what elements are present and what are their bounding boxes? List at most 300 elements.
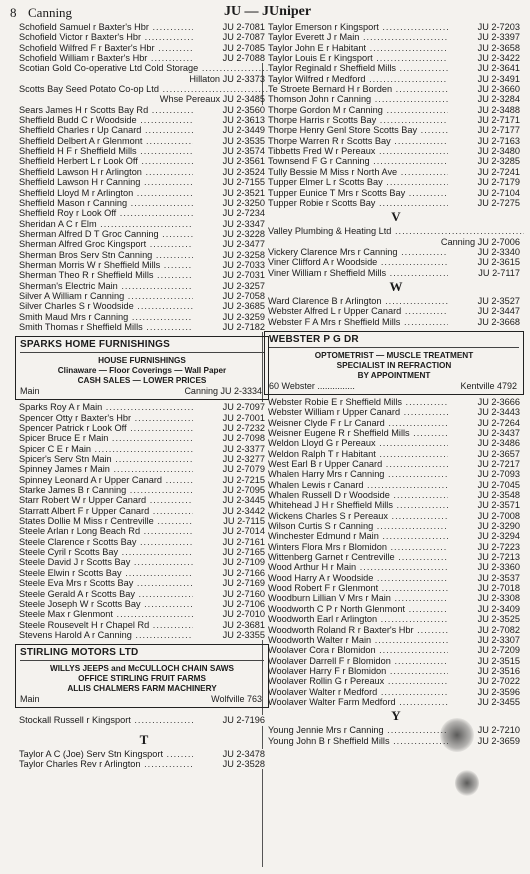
listing-phone: JU 2-3615 <box>448 257 520 267</box>
listing-row <box>268 531 524 541</box>
listing-row <box>19 547 269 557</box>
section-letter: Y <box>391 708 401 724</box>
listing-name: Wood Harry A r Woodside ..... <box>268 573 450 583</box>
listing-phone: JU 2-3477 <box>193 239 265 249</box>
ad-phone: Canning JU 2-3334 <box>184 386 262 397</box>
listing-phone: JU 2-7085 <box>193 43 265 53</box>
exchange-title: JU — JUniper <box>223 4 312 19</box>
listing-phone: JU 2-3660 <box>448 84 520 94</box>
listing-row <box>268 449 524 459</box>
listing-name: Webster Robie E r Sheffield Mills ..... <box>268 397 450 407</box>
listing-phone: JU 2-3290 <box>448 521 520 531</box>
listing-phone: JU 2-3308 <box>448 593 520 603</box>
listing-row <box>19 609 269 619</box>
listing-name: Steele Elwin r Scotts Bay ..... <box>19 568 195 578</box>
listing-row <box>19 506 269 516</box>
listing-phone: JU 2-7018 <box>448 583 520 593</box>
ad-line: OPTOMETRIST — MUSCLE TREATMENT <box>314 350 474 360</box>
listing-name: Tupper Eunice T Mrs r Scotts Bay ..... <box>268 188 450 198</box>
listing-name: Thomson John r Canning ..... <box>268 94 450 104</box>
listing-row <box>268 198 524 208</box>
listing-name: Sparks Roy A r Main ..... <box>19 402 195 412</box>
listing-row <box>268 552 524 562</box>
listing-phone: JU 2-3455 <box>448 697 520 707</box>
listing-name: Sheffield Delbert A r Glenmont ..... <box>19 136 195 146</box>
listing-name: Woodburn Lillian V Mrs r Main ..... <box>268 593 450 603</box>
listing-name: Starratt Albert F r Upper Canard ..... <box>19 506 195 516</box>
listing-name: Spinney Leonard A r Upper Canard ..... <box>19 475 195 485</box>
listing-name: Wickens Charles S r Pereaux ..... <box>268 511 450 521</box>
listing-row <box>19 74 269 84</box>
listing-phone: JU 2-7241 <box>448 167 520 177</box>
listing-phone: JU 2-7166 <box>193 568 265 578</box>
listing-phone: JU 2-7008 <box>448 511 520 521</box>
listing-phone: JU 2-7014 <box>193 526 265 536</box>
listing-phone: JU 2-3257 <box>193 281 265 291</box>
listing-row <box>19 250 269 260</box>
listing-row <box>19 32 269 42</box>
listing-name: Starr Robert W r Upper Canard ..... <box>19 495 195 505</box>
listing-group <box>268 237 524 247</box>
listing-name: Te Stroete Bernard H r Borden ..... <box>268 84 450 94</box>
listing-row <box>19 22 269 32</box>
listing-name: Vickery Clarence Mrs r Canning ..... <box>268 247 450 257</box>
listing-phone: JU 2-7001 <box>193 413 265 423</box>
listing-phone: JU 2-7155 <box>193 177 265 187</box>
listing-phone: JU 2-7088 <box>193 53 265 63</box>
listing-phone: JU 2-3307 <box>448 635 520 645</box>
listing-row <box>19 43 269 53</box>
listing-name: Spencer Otty r Baxter's Hbr ..... <box>19 413 195 423</box>
listing-name: Taylor Reginald r Sheffield Mills ..... <box>268 63 450 73</box>
listing-name: Valley Plumbing & Heating Ltd ..... <box>268 226 524 236</box>
listing-row <box>268 428 524 438</box>
listing-name: Winchester Edmund r Main ..... <box>268 531 450 541</box>
listing-row <box>268 188 524 198</box>
ad-line: BY APPOINTMENT <box>357 370 431 380</box>
listing-name: Spicer Bruce E r Main ..... <box>19 433 195 443</box>
listing-phone: JU 2-3294 <box>448 531 520 541</box>
listing-name: Taylor Charles Rev r Arlington ..... <box>19 759 195 769</box>
listing-phone: JU 2-7115 <box>193 516 265 526</box>
listing-phone: JU 2-3422 <box>448 53 520 63</box>
display-ad <box>264 331 524 395</box>
listing-row <box>19 516 269 526</box>
listing-name: Sheffield Lloyd M r Arlington ..... <box>19 188 195 198</box>
listing-row <box>268 74 524 84</box>
listing-phone: JU 2-3340 <box>448 247 520 257</box>
listing-phone: JU 2-7058 <box>193 291 265 301</box>
listing-name: States Dollie M Miss r Centreville ..... <box>19 516 195 526</box>
listing-row <box>268 167 524 177</box>
listing-phone: JU 2-7098 <box>193 433 265 443</box>
listing-row <box>268 666 524 676</box>
listing-row <box>19 167 269 177</box>
listing-name: Sheffield Charles r Up Canard ..... <box>19 125 195 135</box>
listing-row <box>268 43 524 53</box>
listing-row <box>268 511 524 521</box>
listing-name: Whitehead J H r Sheffield Mills ..... <box>268 500 450 510</box>
listing-phone: JU 2-7104 <box>448 188 520 198</box>
listing-phone: JU 2-7177 <box>448 125 520 135</box>
listing-phone: JU 2-3560 <box>193 105 265 115</box>
listing-phone: JU 2-7109 <box>193 557 265 567</box>
listing-row <box>268 469 524 479</box>
ad-rule <box>20 352 264 353</box>
listing-row <box>268 645 524 655</box>
listing-row <box>268 156 524 166</box>
listing-name: Scotts Bay Seed Potato Co-op Ltd ..... <box>19 84 269 94</box>
listing-phone: JU 2-3397 <box>448 32 520 42</box>
listing-name: Spinney James r Main ..... <box>19 464 195 474</box>
listing-row <box>19 198 269 208</box>
listing-name: Winters Flora Mrs r Blomidon ..... <box>268 542 450 552</box>
listing-row <box>268 146 524 156</box>
listing-name: Sherman Alfred D T Groc Canning ..... <box>19 229 195 239</box>
listing-row <box>19 312 269 322</box>
listing-row <box>19 759 269 769</box>
section-letter: T <box>139 731 149 747</box>
listing-name: Tupper Elmer L r Scotts Bay ..... <box>268 177 450 187</box>
listing-row <box>19 291 269 301</box>
listing-name: Whalen Lewis r Canard ..... <box>268 480 450 490</box>
listing-row <box>268 63 524 73</box>
ad-line: WILLYS JEEPS and McCULLOCH CHAIN SAWS <box>50 664 234 674</box>
listing-phone: JU 2-3284 <box>448 94 520 104</box>
listing-phone: JU 2-3347 <box>193 219 265 229</box>
listing-row <box>19 413 269 423</box>
listing-phone: JU 2-7033 <box>193 260 265 270</box>
listing-row <box>268 521 524 531</box>
ad-phone: Kentville 4792 <box>460 380 517 391</box>
listing-name: Weisner Clyde F r Lr Canard ..... <box>268 418 450 428</box>
listing-row <box>268 407 524 417</box>
listing-phone: JU 2-3525 <box>448 614 520 624</box>
listing-phone: JU 2-7232 <box>193 423 265 433</box>
listing-name: Steele Arlan r Long Beach Rd ..... <box>19 526 195 536</box>
listing-phone: JU 2-7217 <box>448 459 520 469</box>
section-letter: V <box>391 209 401 225</box>
listing-row <box>268 226 524 236</box>
listing-name: Sheffield H F r Sheffield Mills ..... <box>19 146 195 156</box>
listing-name: Steele Joseph W r Scotts Bay ..... <box>19 599 195 609</box>
listing-subline: Canning JU 2-7006 <box>440 236 520 247</box>
ad-address: Main <box>20 386 40 397</box>
listing-phone: JU 2-7031 <box>193 270 265 280</box>
listing-name: Tibbetts Fred W r Pereaux ..... <box>268 146 450 156</box>
listing-phone: JU 2-7213 <box>448 552 520 562</box>
listing-phone: JU 2-7203 <box>448 22 520 32</box>
listing-group <box>19 749 269 770</box>
listing-row <box>268 573 524 583</box>
listing-row <box>19 537 269 547</box>
listing-row <box>19 156 269 166</box>
listing-row <box>19 270 269 280</box>
listing-row <box>268 593 524 603</box>
listing-phone: JU 2-3596 <box>448 687 520 697</box>
listing-name: Smith Maud Mrs r Canning ..... <box>19 312 195 322</box>
listing-row <box>19 526 269 536</box>
listing-phone: JU 2-7022 <box>448 676 520 686</box>
listing-phone: JU 2-3360 <box>448 562 520 572</box>
listing-row <box>268 656 524 666</box>
listing-name: Steele Rousevelt H r Chapel Rd ..... <box>19 620 195 630</box>
listing-phone: JU 2-7163 <box>448 136 520 146</box>
listing-row <box>19 423 269 433</box>
left-column <box>19 22 269 769</box>
listing-row <box>268 177 524 187</box>
listing-row <box>268 296 524 306</box>
listing-name: West Earl B r Upper Canard ..... <box>268 459 450 469</box>
listing-name: Spicer's Serv Stn Main ..... <box>19 454 195 464</box>
listing-row <box>268 725 524 735</box>
listing-name: Sheffield Lawson H r Canning ..... <box>19 177 195 187</box>
listing-row <box>268 687 524 697</box>
listing-phone: JU 2-7171 <box>448 115 520 125</box>
listing-phone: JU 2-3657 <box>448 449 520 459</box>
listing-row <box>268 562 524 572</box>
listing-phone: JU 2-3515 <box>448 656 520 666</box>
listing-row <box>19 485 269 495</box>
listing-phone: JU 2-7117 <box>448 268 520 278</box>
listing-name: Taylor Emerson r Kingsport ..... <box>268 22 450 32</box>
ad-contact <box>20 694 264 705</box>
listing-phone: JU 2-7209 <box>448 645 520 655</box>
listing-name: Young Jennie Mrs r Canning ..... <box>268 725 450 735</box>
listing-phone: JU 2-7234 <box>193 208 265 218</box>
listing-name: Woodworth C P r North Glenmont ..... <box>268 604 450 614</box>
listing-row <box>268 115 524 125</box>
listing-row <box>19 322 269 332</box>
listing-name: Woolaver Walter Farm Medford ..... <box>268 697 450 707</box>
listing-row <box>268 583 524 593</box>
listing-row <box>19 620 269 630</box>
listing-row <box>19 495 269 505</box>
listing-name: Sherman Theo R r Sheffield Mills ..... <box>19 270 195 280</box>
listing-row <box>268 237 524 247</box>
listing-row <box>19 599 269 609</box>
listing-name: Taylor Louis E r Kingsport ..... <box>268 53 450 63</box>
listing-phone: JU 2-3641 <box>448 63 520 73</box>
listing-phone: JU 2-7161 <box>193 537 265 547</box>
listing-row <box>19 239 269 249</box>
ad-line: OFFICE STIRLING FRUIT FARMS <box>78 674 206 684</box>
listing-row <box>19 63 269 73</box>
listing-row <box>19 444 269 454</box>
listing-name: Thorpe Gordon M r Canning ..... <box>268 105 450 115</box>
listing-phone: JU 2-7081 <box>193 22 265 32</box>
listing-name: Sheridan A C r Elm ..... <box>19 219 195 229</box>
listing-phone: JU 2-3571 <box>448 500 520 510</box>
listing-row <box>19 749 269 759</box>
listing-name: Schofield Wilfred F r Baxter's Hbr ..... <box>19 43 195 53</box>
listing-name: Viner William r Sheffield Mills ..... <box>268 268 450 278</box>
listing-row <box>19 177 269 187</box>
listing-name: Young John B r Sheffield Mills ..... <box>268 736 450 746</box>
listing-row <box>19 578 269 588</box>
listing-name: Steele David J r Scotts Bay ..... <box>19 557 195 567</box>
ad-line: CASH SALES — LOWER PRICES <box>77 376 207 386</box>
listing-phone: JU 2-3524 <box>193 167 265 177</box>
listing-name: Steele Gerald A r Scotts Bay ..... <box>19 589 195 599</box>
listing-row <box>19 589 269 599</box>
listing-row <box>19 84 269 94</box>
listing-phone: JU 2-7093 <box>448 469 520 479</box>
listing-group <box>268 247 524 278</box>
listing-row <box>19 715 269 725</box>
listing-phone: JU 2-3258 <box>193 250 265 260</box>
listing-phone: JU 2-3516 <box>448 666 520 676</box>
listing-phone: JU 2-7095 <box>193 485 265 495</box>
listing-subline: Hillaton JU 2-3373 <box>189 73 265 84</box>
listing-row <box>19 475 269 485</box>
listing-name: Sherman Bros Serv Stn Canning ..... <box>19 250 195 260</box>
listing-group <box>19 715 269 725</box>
listing-row <box>19 94 269 104</box>
listing-row <box>19 188 269 198</box>
listing-name: Woolaver Walter r Medford ..... <box>268 687 450 697</box>
listing-name: Smith Thomas r Sheffield Mills ..... <box>19 322 195 332</box>
listing-name: Thorpe Harris r Scotts Bay ..... <box>268 115 450 125</box>
listing-name: Whalen Russell D r Woodside ..... <box>268 490 450 500</box>
listing-row <box>268 268 524 278</box>
listing-phone: JU 2-7160 <box>193 589 265 599</box>
listing-row <box>268 676 524 686</box>
listing-row <box>268 480 524 490</box>
listing-row <box>268 84 524 94</box>
page-number: 8 <box>10 5 17 20</box>
listing-name: Spencer Patrick r Look Off ..... <box>19 423 195 433</box>
listing-name: Woolaver Harry F r Blomidon ..... <box>268 666 450 676</box>
right-column <box>268 22 524 746</box>
listing-group <box>19 402 269 640</box>
listing-name: Wilson Curtis S r Canning ..... <box>268 521 450 531</box>
listing-row <box>19 568 269 578</box>
ad-rule <box>269 347 519 348</box>
listing-row <box>19 53 269 63</box>
listing-phone: JU 2-3685 <box>193 301 265 311</box>
listing-phone: JU 2-3521 <box>193 188 265 198</box>
listing-name: Taylor John E r Habitant ..... <box>268 43 450 53</box>
listing-phone: JU 2-7106 <box>193 599 265 609</box>
listing-phone: JU 2-3437 <box>448 428 520 438</box>
listing-phone: JU 2-3447 <box>448 306 520 316</box>
listing-row <box>268 125 524 135</box>
listing-name: Webster F A Mrs r Sheffield Mills ..... <box>268 317 450 327</box>
listing-phone: JU 2-3527 <box>448 296 520 306</box>
display-ad <box>15 336 269 400</box>
listing-row <box>19 115 269 125</box>
listing-phone: JU 2-7165 <box>193 547 265 557</box>
listing-name: Woolaver Darrell F r Blomidon ..... <box>268 656 450 666</box>
listing-name: Woodworth Roland R r Baxter's Hbr ..... <box>268 625 450 635</box>
listing-name: Sheffield Lawson H r Arlington ..... <box>19 167 195 177</box>
listing-phone: JU 2-7079 <box>193 464 265 474</box>
listing-phone: JU 2-7010 <box>193 609 265 619</box>
listing-group <box>268 296 524 327</box>
listing-group <box>19 94 269 104</box>
listing-row <box>19 136 269 146</box>
listing-row <box>19 402 269 412</box>
listing-phone: JU 2-7196 <box>193 715 265 725</box>
listing-name: Woolaver Rollin G r Pereaux ..... <box>268 676 450 686</box>
listing-name: Sheffield Mason r Canning ..... <box>19 198 195 208</box>
listing-phone: JU 2-3488 <box>448 105 520 115</box>
listing-group <box>19 105 269 333</box>
listing-name: Weldon Ralph T r Habitant ..... <box>268 449 450 459</box>
listing-name: Silver Charles S r Woodside ..... <box>19 301 195 311</box>
listing-name: Spicer C E r Main ..... <box>19 444 195 454</box>
section-letter: W <box>389 278 403 294</box>
listing-name: Weisner Eugene R r Sheffield Mills ..... <box>268 428 450 438</box>
listing-phone: JU 2-3613 <box>193 115 265 125</box>
listing-row <box>19 454 269 464</box>
listing-row <box>268 105 524 115</box>
listing-phone: JU 2-3250 <box>193 198 265 208</box>
listing-phone: JU 2-3409 <box>448 604 520 614</box>
listing-name: Steele Max r Glenmont ..... <box>19 609 195 619</box>
listing-name: Silver A William r Canning ..... <box>19 291 195 301</box>
listing-row <box>268 397 524 407</box>
listing-phone: JU 2-3491 <box>448 74 520 84</box>
listing-phone: JU 2-3228 <box>193 229 265 239</box>
listing-phone: JU 2-3259 <box>193 312 265 322</box>
listing-phone: JU 2-3681 <box>193 620 265 630</box>
ad-address: Main <box>20 694 40 705</box>
listing-name: Scotian Gold Co-operative Ltd Cold Storage ..... <box>19 63 269 73</box>
listing-name: Woodworth Walter r Main ..... <box>268 635 450 645</box>
listing-phone: JU 2-3449 <box>193 125 265 135</box>
listing-phone: JU 2-7082 <box>448 625 520 635</box>
listing-group <box>268 725 524 746</box>
listing-phone: JU 2-3442 <box>193 506 265 516</box>
listing-name: Sherman's Electric Main ..... <box>19 281 195 291</box>
listing-row <box>19 105 269 115</box>
ad-title: STIRLING MOTORS LTD <box>20 647 139 659</box>
listing-name: Stockall Russell r Kingsport ..... <box>19 715 195 725</box>
listing-row <box>268 53 524 63</box>
listing-phone: JU 2-3285 <box>448 156 520 166</box>
listing-name: Schofield Victor r Baxter's Hbr ..... <box>19 32 195 42</box>
ink-smudge <box>440 718 474 752</box>
listing-name: Thorpe Warren R r Scotts Bay ..... <box>268 136 450 146</box>
listing-row <box>19 281 269 291</box>
listing-phone: JU 2-3668 <box>448 317 520 327</box>
listing-phone: JU 2-3666 <box>448 397 520 407</box>
listing-name: Weldon Lloyd G r Pereaux ..... <box>268 438 450 448</box>
listing-name: Viner Clifford A r Woodside ..... <box>268 257 450 267</box>
listing-name: Schofield William r Baxter's Hbr ..... <box>19 53 195 63</box>
listing-name: Steele Clarence r Scotts Bay ..... <box>19 537 195 547</box>
listing-phone: JU 2-3659 <box>448 736 520 746</box>
ad-title: SPARKS HOME FURNISHINGS <box>20 339 170 351</box>
listing-row <box>268 604 524 614</box>
listing-row <box>268 32 524 42</box>
ad-phone: Wolfville 763 <box>211 694 262 705</box>
listing-phone: JU 2-3535 <box>193 136 265 146</box>
listing-phone: JU 2-7097 <box>193 402 265 412</box>
listing-name: Taylor A C (Joe) Serv Stn Kingsport ..... <box>19 749 195 759</box>
listing-name: Sherman Morris W r Sheffield Mills ..... <box>19 260 195 270</box>
page-header <box>10 4 525 20</box>
listing-row <box>268 317 524 327</box>
ad-line: ALLIS CHALMERS FARM MACHINERY <box>67 684 217 694</box>
listing-phone: JU 2-3561 <box>193 156 265 166</box>
listing-name: Stevens Harold A r Canning ..... <box>19 630 195 640</box>
listing-phone: JU 2-7169 <box>193 578 265 588</box>
display-ad <box>15 644 269 708</box>
listing-row <box>268 614 524 624</box>
